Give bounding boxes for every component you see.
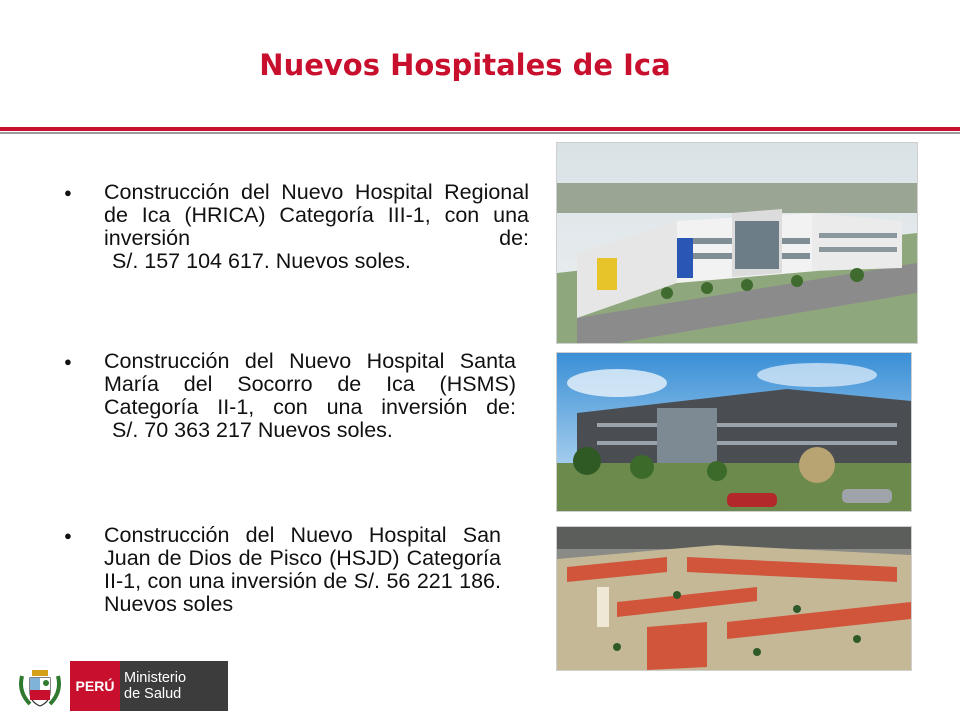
bullet-icon: ● [64, 185, 72, 200]
investment-amount: S/. 157 104 617. Nuevos soles. [112, 249, 411, 273]
hsjd-model-image [556, 526, 912, 671]
peru-brand-block [70, 661, 120, 711]
hospital-description: Construcción del Nuevo Hospital Regional de Ica (HRICA) Categoría III-1, con una inversión de: [104, 180, 529, 250]
bullet-icon: ● [64, 354, 72, 369]
hrica-render-image [556, 142, 918, 344]
title-rule-gray [0, 132, 960, 134]
ministry-brand-block [120, 661, 228, 711]
hsms-render-image [556, 352, 912, 512]
slide-title: Nuevos Hospitales de Ica [259, 48, 671, 82]
hospital-item-hsms [64, 350, 516, 442]
ministry-line-1: Ministerio [124, 670, 187, 686]
bullet-icon: ● [64, 528, 72, 543]
hospital-item-hsjd [64, 524, 501, 616]
peru-label: PERÚ [75, 678, 115, 694]
hospital-item-hrica [64, 181, 529, 273]
title-rule-red [0, 127, 960, 131]
investment-amount: S/. 70 363 217 Nuevos soles. [112, 418, 393, 442]
hospital-description: Construcción del Nuevo Hospital Santa María del Socorro de Ica (HSMS) Categoría II-1, con una inversión de: [104, 349, 516, 419]
hospital-description: Construcción del Nuevo Hospital San Juan de Dios de Pisco (HSJD) Categoría II-1, con una inversión de S/. 56 221 186. Nuevos soles [104, 523, 501, 616]
peru-coat-of-arms-logo [16, 662, 64, 710]
ministry-line-2: de Salud [124, 686, 182, 702]
